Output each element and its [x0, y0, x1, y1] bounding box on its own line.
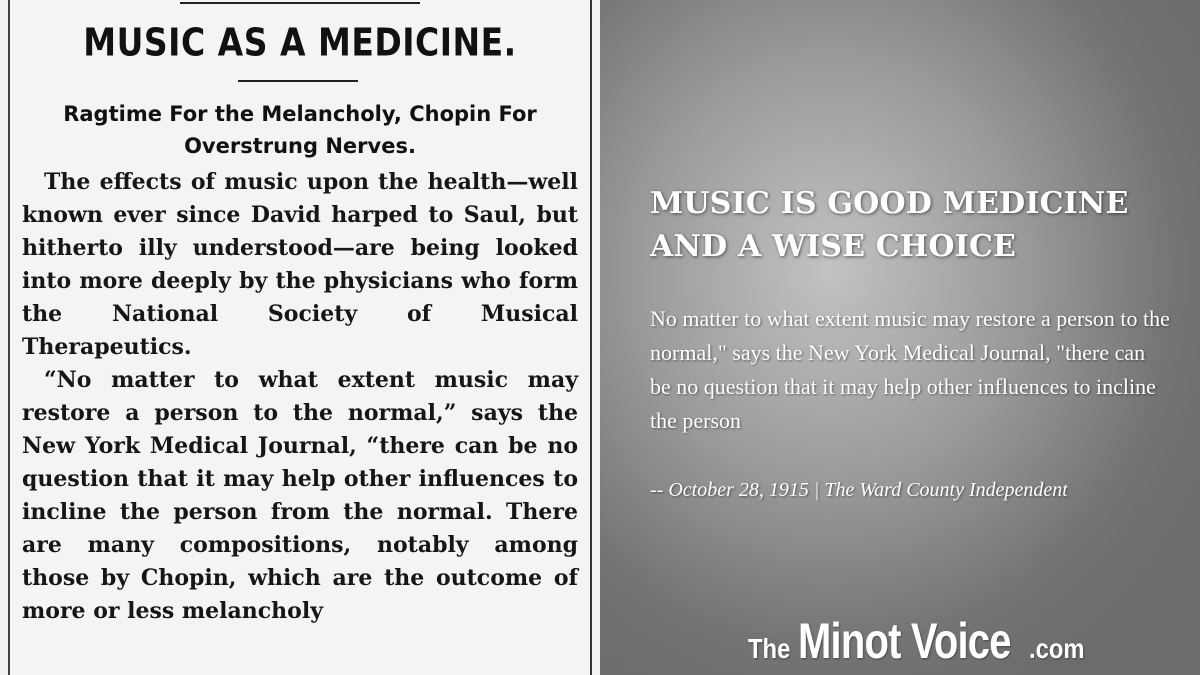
headline-rule [238, 80, 358, 82]
brand-logo [748, 612, 1094, 672]
top-rule [180, 2, 420, 4]
clipping-paragraph: “No matter to what extent music may restore a person to the normal,” says the New York Medical Journal, “there can be no question that it may help other influences to incline the person from the normal. There are many compositions, notably among those by Chopin, which are the outcome of more or less melancholy [22, 367, 578, 624]
clipping-subhead: Ragtime For the Melancholy, Chopin For Overstrung Nerves. [63, 102, 537, 158]
panel-quote: No matter to what extent music may restore a person to the normal," says the New York Medical Journal, "there can be no question that it may help other influences to incline the person [650, 306, 1170, 433]
clipping-paragraph: The effects of music upon the health—well known ever since David harped to Saul, but hitherto illy understood—are being looked into more deeply by the physicians who form the National Society of Musical Therapeutics. [22, 169, 578, 360]
panel-title: MUSIC IS GOOD MEDICINE AND A WISE CHOICE [650, 186, 1129, 264]
brand-prefix: The [748, 633, 791, 664]
brand-name: Minot Voice [798, 613, 1011, 669]
brand-suffix: .com [1028, 633, 1085, 664]
clipping-headline: MUSIC AS A MEDICINE. [83, 20, 517, 65]
clipping-body [22, 166, 578, 628]
quote-panel [600, 0, 1200, 675]
panel-citation: -- October 28, 1915 | The Ward County Independent [650, 479, 1068, 501]
